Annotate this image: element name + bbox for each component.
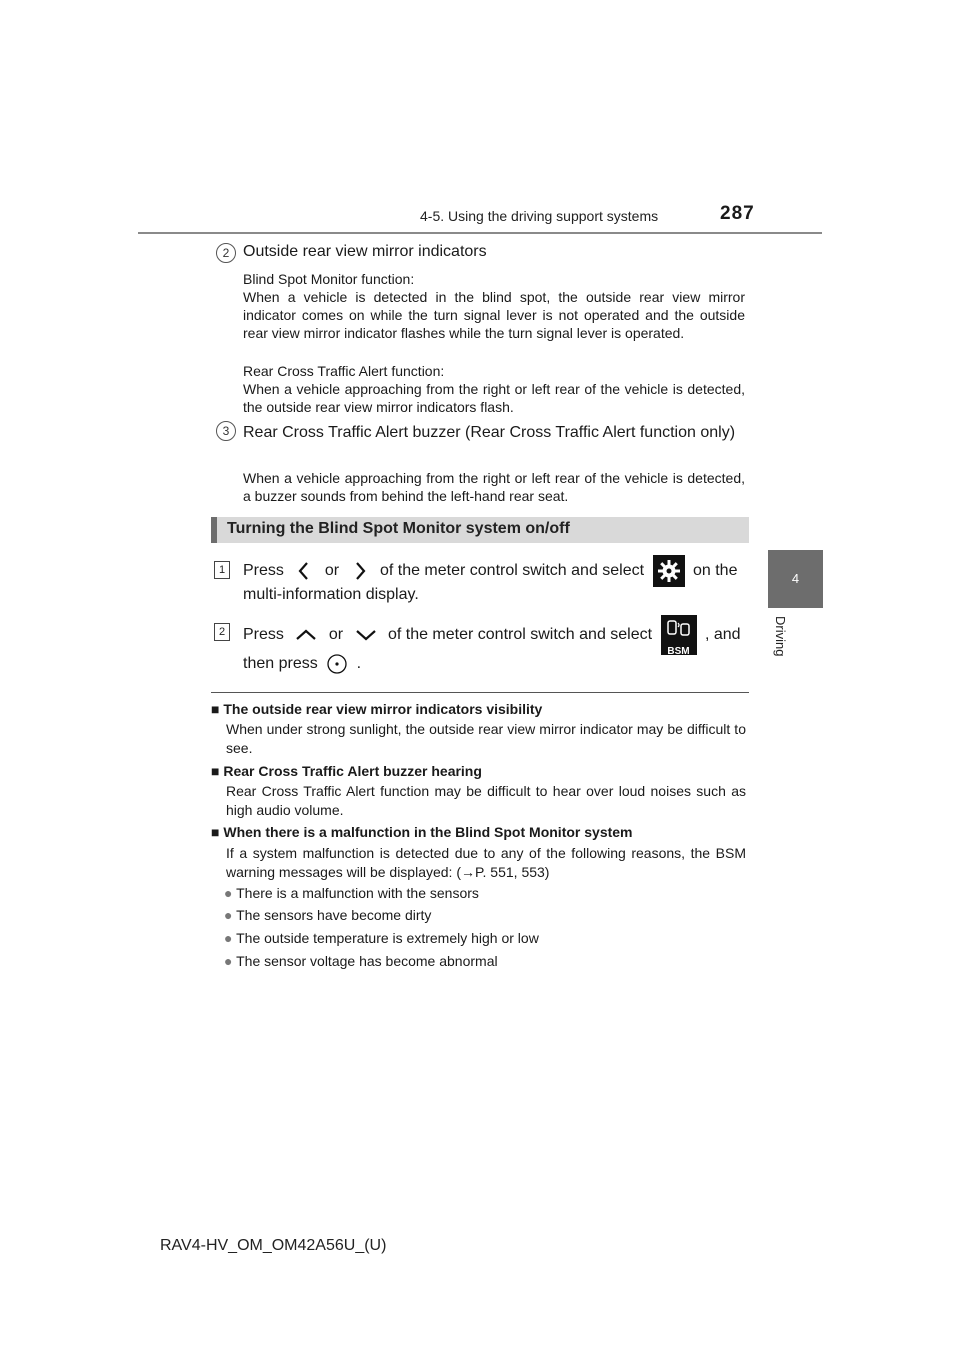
note-body: If a system malfunction is detected due to any of the following reasons, the BSM warning messages will be displayed: (→P. 551, 553) (226, 845, 746, 880)
chevron-up-icon (292, 625, 320, 645)
header-divider (138, 232, 822, 234)
item-paragraph: Rear Cross Traffic Alert function: (243, 363, 445, 379)
chevron-right-icon (348, 560, 372, 582)
item-paragraph: Blind Spot Monitor function: (243, 271, 415, 287)
list-item-text: The sensors have become dirty (236, 907, 432, 923)
item-title-rcta-buzzer: Rear Cross Traffic Alert buzzer (Rear Cross Traffic Alert function only) (243, 424, 736, 441)
bullet-icon: ● (224, 953, 233, 969)
enter-button-icon (326, 653, 348, 675)
bullet-icon: ● (224, 907, 233, 923)
chapter-tab[interactable]: 4 (768, 550, 823, 608)
step-text: Press (243, 562, 284, 580)
item-paragraph: When a vehicle is detected in the blind spot, the outside rear view mirror indicator comes on while the turn signal lever is not operated and the outside rear view mirror indicator flashes while the turn signal lever is operated. (243, 289, 745, 341)
bsm-label: BSM (667, 646, 690, 657)
item-marker-2: 2 (216, 243, 236, 263)
note-body: When under strong sunlight, the outside rear view mirror indicator may be difficult to see. (226, 721, 746, 756)
page-number: 287 (720, 203, 755, 224)
list-item (224, 953, 498, 969)
list-item-text: There is a malfunction with the sensors (236, 885, 479, 901)
step-text: or (328, 626, 344, 644)
document-code: RAV4-HV_OM_OM42A56U_(U) (160, 1237, 387, 1254)
list-item-text: The sensor voltage has become abnormal (236, 953, 498, 969)
bullet-icon: ● (224, 930, 233, 946)
chevron-left-icon (292, 560, 316, 582)
step-text: of the meter control switch and select (387, 626, 653, 644)
list-item-text: The outside temperature is extremely high or low (236, 930, 539, 946)
bullet-icon: ● (224, 885, 233, 901)
step-text: . (356, 655, 362, 672)
section-heading: Turning the Blind Spot Monitor system on/off (227, 520, 570, 537)
step-text: Press (243, 626, 284, 644)
note-title-visibility (211, 701, 542, 717)
step-text: , and (704, 626, 741, 644)
step-text: of the meter control switch and select (379, 562, 645, 580)
item-marker-3: 3 (216, 421, 236, 441)
bsm-icon (661, 615, 697, 655)
step-marker-2: 2 (214, 623, 230, 641)
step-text: on the (692, 562, 738, 580)
item-title-mirror-indicators: Outside rear view mirror indicators (243, 243, 487, 260)
settings-gear-icon (653, 555, 685, 587)
chevron-down-icon (352, 625, 380, 645)
note-title-text: When there is a malfunction in the Blind Spot Monitor system (223, 824, 633, 840)
note-marker: ■ (211, 824, 220, 840)
list-item (224, 885, 479, 901)
item-paragraph: When a vehicle approaching from the right or left rear of the vehicle is detected, the outside rear view mirror indicators flash. (243, 381, 745, 415)
item-paragraph: When a vehicle approaching from the right or left rear of the vehicle is detected, a buzzer sounds from behind the left-hand rear seat. (243, 470, 745, 504)
chapter-label: Driving (773, 616, 788, 657)
note-body: Rear Cross Traffic Alert function may be difficult to hear over loud noises such as high audio volume. (226, 783, 746, 818)
note-title-text: Rear Cross Traffic Alert buzzer hearing (223, 763, 482, 779)
note-title-malfunction (211, 824, 633, 840)
step-2-line-2 (243, 651, 361, 677)
step-text: or (324, 562, 340, 580)
note-marker: ■ (211, 701, 220, 717)
section-title: 4-5. Using the driving support systems (420, 208, 659, 224)
note-marker: ■ (211, 763, 220, 779)
section-heading-band (211, 517, 749, 543)
step-marker-1: 1 (214, 561, 230, 579)
list-item (224, 907, 431, 923)
list-item (224, 930, 539, 946)
note-title-text: The outside rear view mirror indicators visibility (223, 701, 543, 717)
step-1-line-2: multi-information display. (243, 586, 419, 603)
notes-divider (211, 692, 749, 693)
step-text: then press (243, 655, 318, 672)
note-title-buzzer-hearing (211, 763, 482, 779)
